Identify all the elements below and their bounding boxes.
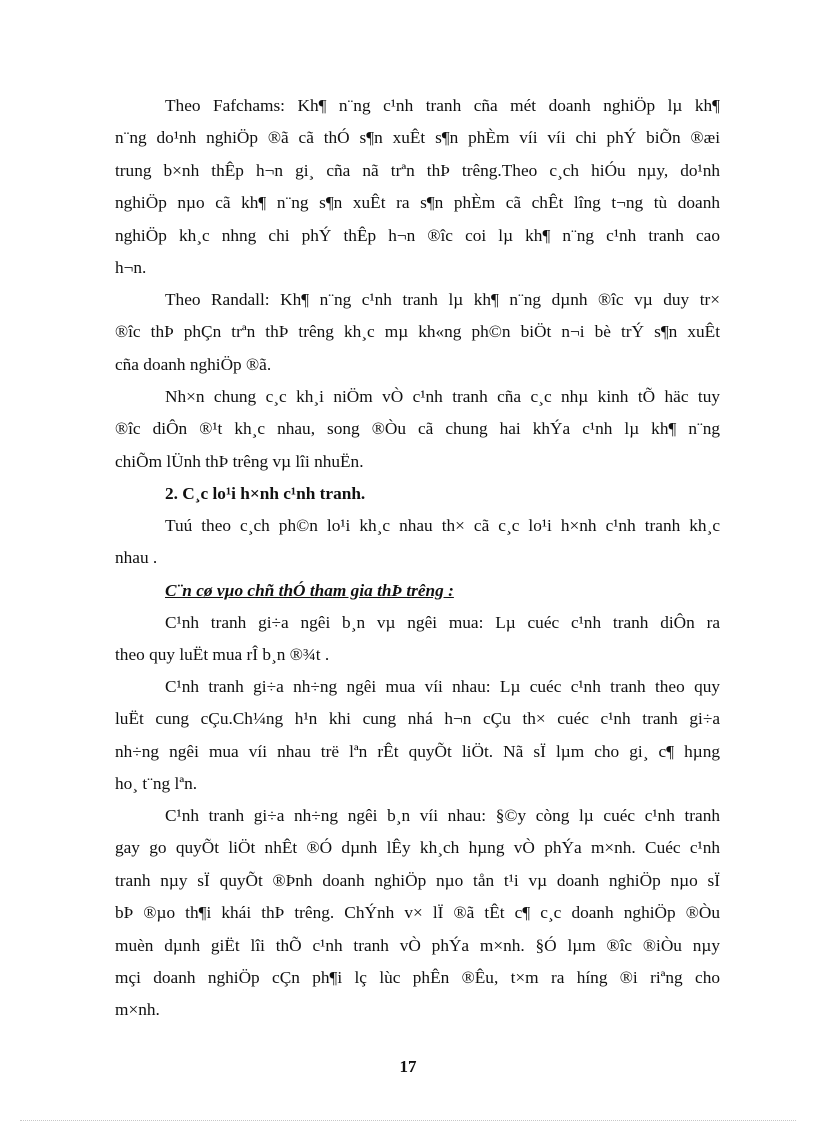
paragraph-fafchams — [115, 90, 720, 284]
text-line: Tuú theo c¸ch ph©n lo¹i kh¸c nhau th× cã c¸c lo¹i h×nh c¹nh tranh kh¸c — [165, 516, 720, 535]
paragraph-sellers — [115, 800, 720, 1027]
text-line: chiÕm lÜnh thÞ trêng vµ lîi nhuËn. — [115, 451, 364, 471]
text-line: theo quy luËt mua rÎ b¸n ®¾t . — [115, 645, 330, 665]
text-line: nghiÖp nµo cã kh¶ n¨ng s¶n xuÊt ra s¶n phÈm cã chÊt lîng t¬ng tù doanh — [115, 193, 720, 213]
text-line: C¹nh tranh gi÷a ngêi b¸n vµ ngêi mua: Lµ cuéc c¹nh tranh diÔn ra — [165, 613, 720, 632]
text-line: C¹nh tranh gi÷a nh÷ng ngêi b¸n víi nhau: §©y còng lµ cuéc c¹nh tranh — [165, 806, 720, 825]
text-line: ®îc diÔn ®¹t kh¸c nhau, song ®Òu cã chung hai khÝa c¹nh lµ kh¶ n¨ng — [115, 419, 720, 439]
text-line: m×nh. — [115, 1000, 160, 1020]
text-line: tranh nµy sÏ quyÕt ®Þnh doanh nghiÖp nµo tån t¹i vµ doanh nghiÖp nµo sÏ — [115, 870, 720, 890]
text-line: cña doanh nghiÖp ®ã. — [115, 354, 272, 374]
paragraph-summary — [115, 381, 720, 478]
paragraph-classification — [115, 510, 720, 575]
text-line: Theo Fafchams: Kh¶ n¨ng c¹nh tranh cña mét doanh nghiÖp lµ kh¶ — [165, 96, 720, 115]
text-line: Nh×n chung c¸c kh¸i niÖm vÒ c¹nh tranh cña c¸c nhµ kinh tÕ häc tuy — [165, 387, 720, 406]
text-line: gay go quyÕt liÖt nhÊt ®Ó dµnh lÊy kh¸ch hµng vÒ phÝa m×nh. Cuéc c¹nh — [115, 838, 720, 858]
footer-divider — [20, 1120, 796, 1121]
subheading — [115, 575, 720, 607]
paragraph-randall — [115, 284, 720, 381]
text-line: Theo Randall: Kh¶ n¨ng c¹nh tranh lµ kh¶ n¨ng dµnh ®îc vµ duy tr× — [165, 290, 720, 309]
text-line: luËt cung cÇu.Ch¼ng h¹n khi cung nhá h¬n cÇu th× cuéc c¹nh tranh gi÷a — [115, 709, 720, 729]
text-line: nhau . — [115, 548, 158, 568]
paragraph-seller-buyer — [115, 607, 720, 672]
text-line: n¨ng do¹nh nghiÖp ®ã cã thÓ s¶n xuÊt s¶n phÈm víi víi chi phÝ biÕn ®æi — [115, 128, 720, 148]
text-line: h¬n. — [115, 257, 147, 277]
subheading-text: C¨n cø vµo chñ thÓ tham gia thÞ trêng : — [165, 581, 454, 600]
text-line: nghiÖp kh¸c nhng chi phÝ thÊp h¬n ®îc coi lµ kh¶ n¨ng c¹nh tranh cao — [115, 225, 720, 245]
paragraph-buyers — [115, 671, 720, 801]
text-line: muèn dµnh giËt lîi thÕ c¹nh tranh vÒ phÝa m×nh. §Ó lµm ®îc ®iÒu nµy — [115, 935, 720, 955]
text-line: bÞ ®µo th¶i khái thÞ trêng. ChÝnh v× lÏ ®ã tÊt c¶ c¸c doanh nghiÖp ®Òu — [115, 903, 720, 923]
text-line: C¹nh tranh gi÷a nh÷ng ngêi mua víi nhau: Lµ cuéc c¹nh tranh theo quy — [165, 677, 720, 696]
text-line: ®îc thÞ phÇn trªn thÞ trêng kh¸c mµ kh«ng ph©n biÖt n¬i bè trÝ s¶n xuÊt — [115, 322, 720, 342]
text-line: mçi doanh nghiÖp cÇn ph¶i lç lùc phÊn ®Êu, t×m ra híng ®i riªng cho — [115, 967, 720, 987]
text-line: trung b×nh thÊp h¬n gi¸ cña nã trªn thÞ trêng.Theo c¸ch hiÓu nµy, do¹nh — [115, 160, 720, 180]
section-heading — [115, 478, 720, 510]
section-heading-text: 2. C¸c lo¹i h×nh c¹nh tranh. — [165, 484, 366, 503]
text-line: nh÷ng ngêi mua víi nhau trë lªn rÊt quyÕt liÖt. Nã sÏ lµm cho gi¸ c¶ hµng — [115, 741, 720, 761]
page-number: 17 — [399, 1057, 417, 1076]
text-line: ho¸ t¨ng lªn. — [115, 774, 198, 794]
